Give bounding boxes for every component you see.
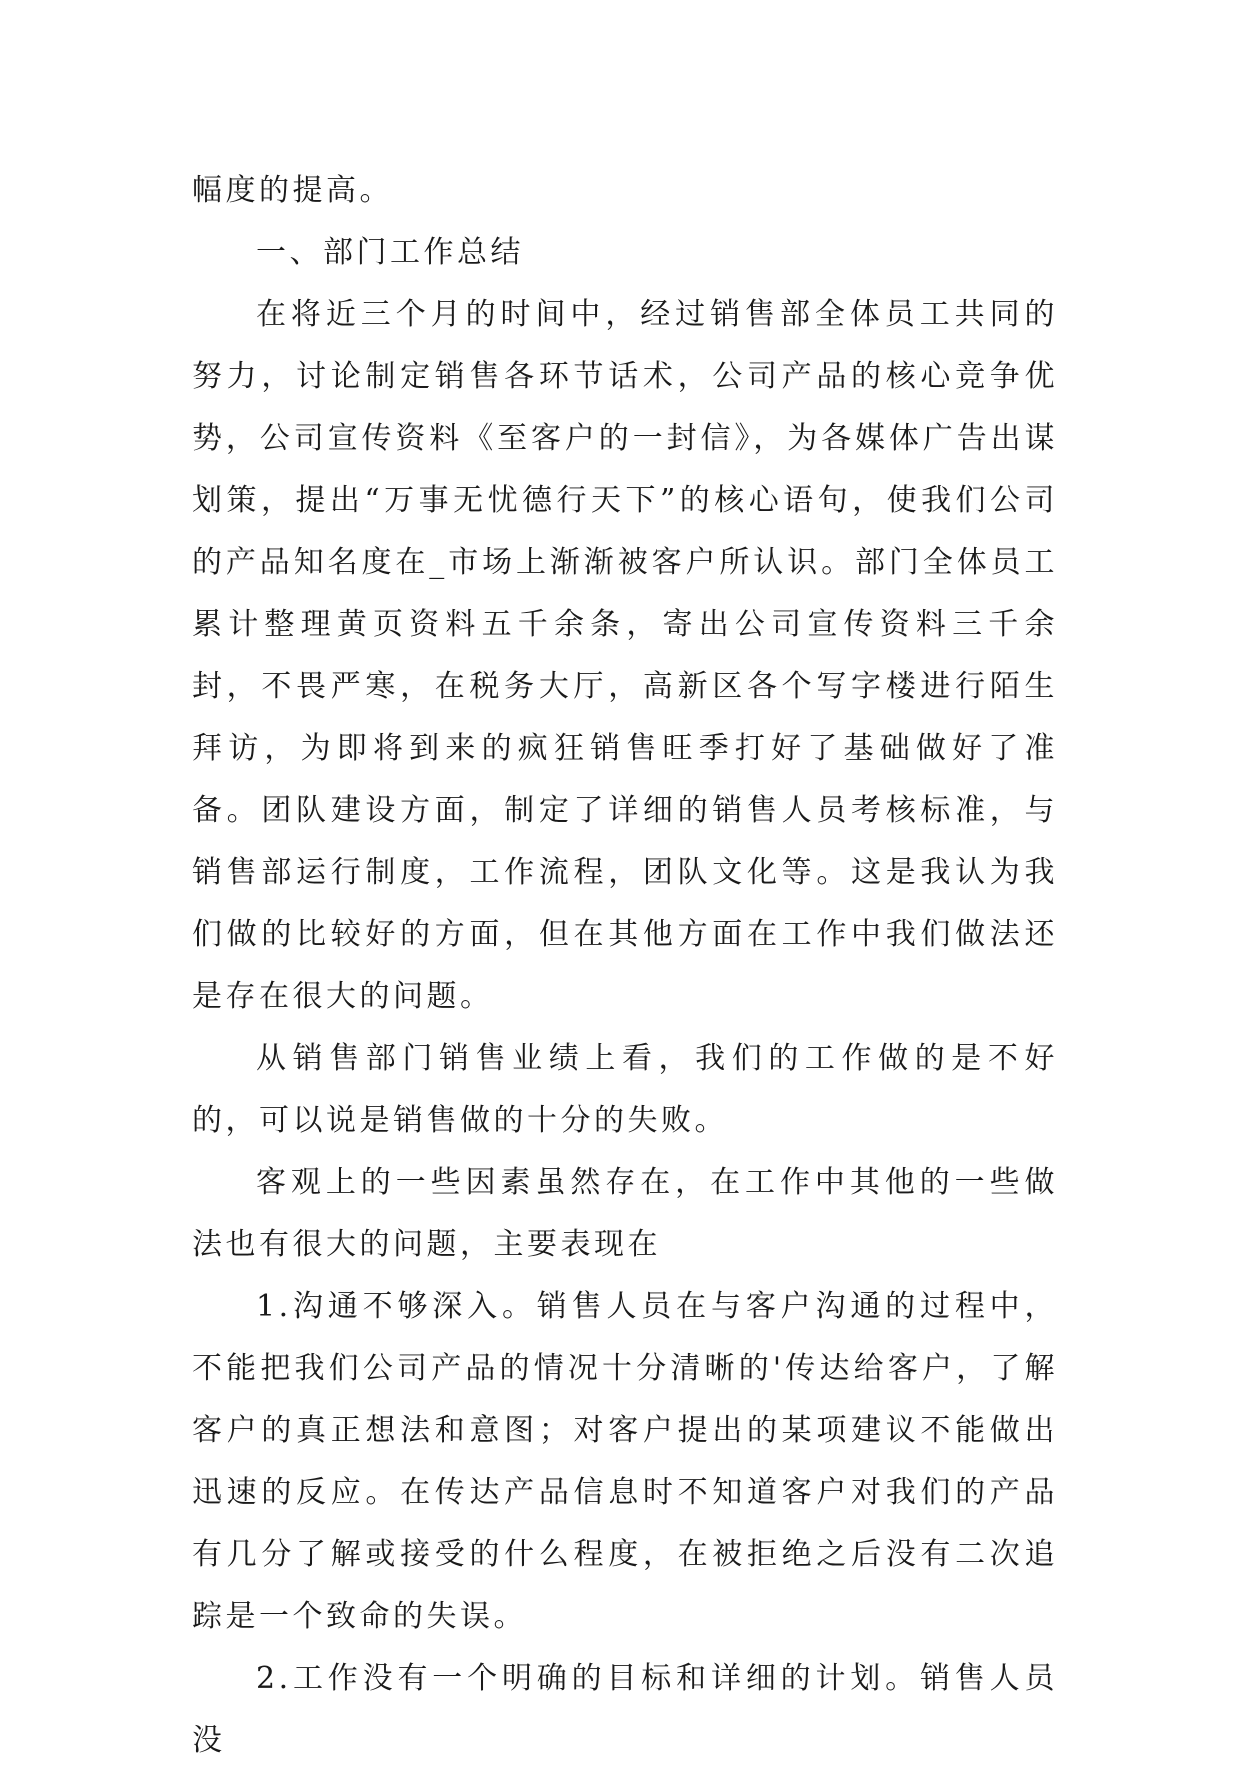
paragraph-point-2: 2.工作没有一个明确的目标和详细的计划。销售人员没 xyxy=(192,1661,1058,1758)
paragraph-point-1: 1.沟通不够深入。销售人员在与客户沟通的过程中，不能把我们公司产品的情况十分清晰的'传达给客户，了解客户的真正想法和意图；对客户提出的某项建议不能做出迅速的反应。在传达产品信息时不知道客户对我们的产品有几分了解或接受的什么程度，在被拒绝之后没有二次追踪是一个致命的失误。 xyxy=(192,1289,1058,1634)
document-body xyxy=(192,160,1058,1772)
paragraph-department-summary: 在将近三个月的时间中，经过销售部全体员工共同的努力，讨论制定销售各环节话术，公司产品的核心竞争优势，公司宣传资料《至客户的一封信》，为各媒体广告出谋划策，提出“万事无忧德行天下”的核心语句，使我们公司的产品知名度在_市场上渐渐被客户所认识。部门全体员工累计整理黄页资料五千余条，寄出公司宣传资料三千余封，不畏严寒，在税务大厅，高新区各个写字楼进行陌生拜访，为即将到来的疯狂销售旺季打好了基础做好了准备。团队建设方面，制定了详细的销售人员考核标准，与销售部运行制度，工作流程，团队文化等。这是我认为我们做的比较好的方面，但在其他方面在工作中我们做法还是存在很大的问题。 xyxy=(192,297,1058,1014)
section-heading: 一、部门工作总结 xyxy=(256,235,524,270)
paragraph-continuation: 幅度的提高。 xyxy=(192,173,393,208)
paragraph-objective-factors: 客观上的一些因素虽然存在，在工作中其他的一些做法也有很大的问题，主要表现在 xyxy=(192,1165,1058,1262)
paragraph-sales-performance: 从销售部门销售业绩上看，我们的工作做的是不好的，可以说是销售做的十分的失败。 xyxy=(192,1041,1058,1138)
